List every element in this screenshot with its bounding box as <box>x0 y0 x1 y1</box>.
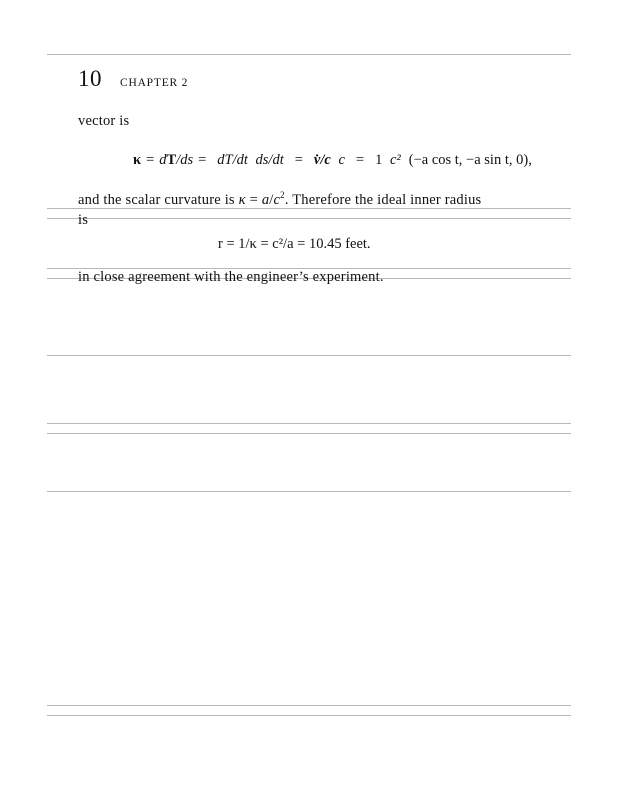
divider <box>47 491 571 492</box>
fraction-denominator: c² <box>389 152 401 168</box>
divider <box>47 705 571 706</box>
fraction-numerator: dT/dt <box>217 152 248 168</box>
body-line: and the scalar curvature is $\kappa = a/c^2$. Therefore the ideal inner radius <box>78 190 482 208</box>
page-number: 10 <box>78 66 102 91</box>
radius-equation: r = 1/κ = c²/a = 10.45 feet. <box>218 236 371 252</box>
fraction-denominator: c <box>338 152 345 168</box>
dT-ds: dT/ds <box>159 151 194 168</box>
divider <box>47 54 571 55</box>
body-line: is <box>78 212 89 228</box>
divider <box>47 433 571 434</box>
equals-sign: = <box>146 151 155 168</box>
body-line: in close agreement with the engineer’s experiment. <box>78 269 384 285</box>
equals-sign: = <box>355 151 365 168</box>
fraction-dT-dt-over-ds-dt <box>215 151 285 169</box>
kappa-symbol: κ <box>133 151 142 168</box>
equals-sign: = <box>294 151 303 168</box>
fraction-denominator: ds/dt <box>255 152 284 168</box>
divider <box>47 715 571 716</box>
fraction-numerator: 1 <box>375 152 383 168</box>
equals-sign: = <box>198 151 207 168</box>
fraction-numerator: v̇/c <box>313 152 331 168</box>
body-line: vector is <box>78 113 130 129</box>
fraction-vdot-over-c <box>312 151 347 169</box>
divider <box>47 218 571 219</box>
page-header <box>78 66 188 96</box>
curvature-vector: (−a cos t, −a sin t, 0), <box>408 151 532 168</box>
chapter-label: CHAPTER 2 <box>120 77 189 89</box>
divider <box>47 423 571 424</box>
divider <box>47 355 571 356</box>
curvature-equation <box>133 138 532 182</box>
fraction-one-over-c-squared <box>373 151 403 169</box>
